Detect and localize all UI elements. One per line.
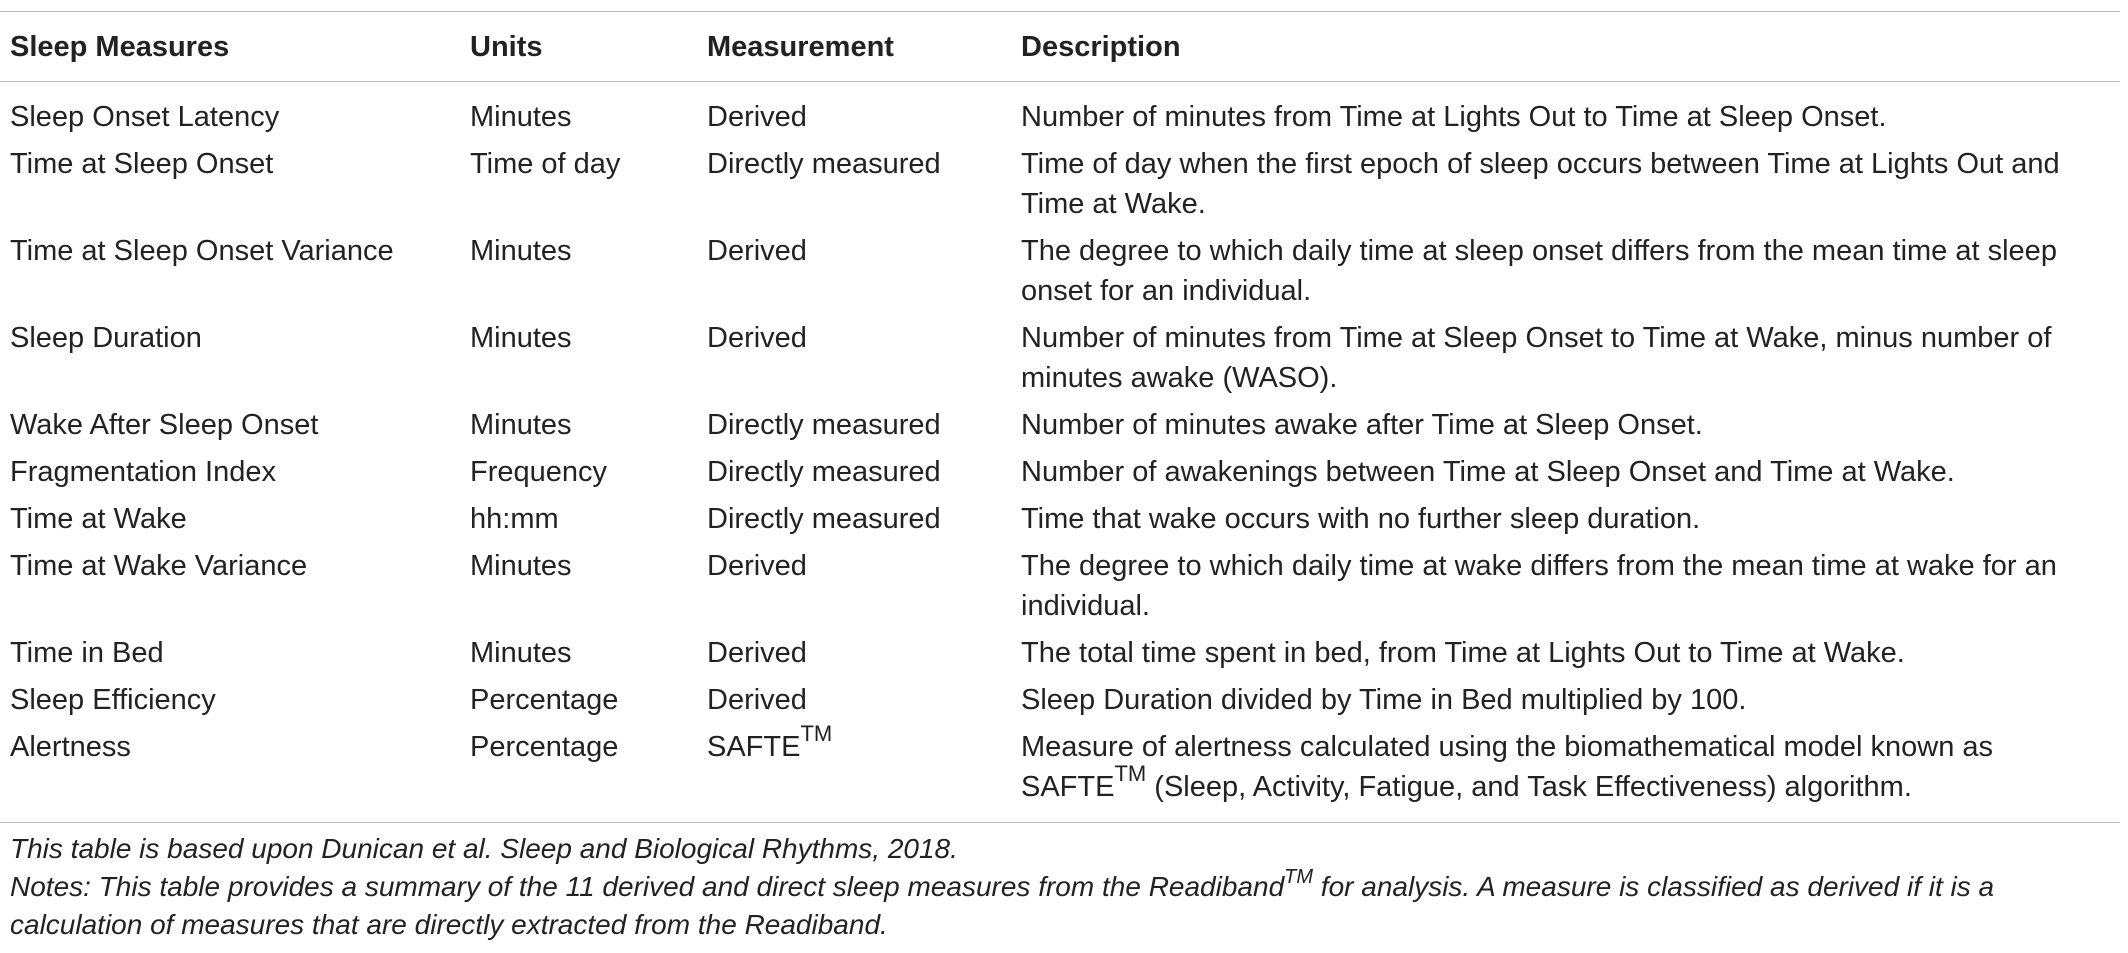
cell-description: Number of minutes from Time at Lights Out to Time at Sleep Onset.: [1021, 101, 1887, 133]
table-footnotes: [10, 830, 2118, 944]
table-row: [0, 231, 2120, 318]
table-row: [0, 405, 2120, 452]
cell-measurement: Directly measured: [707, 409, 941, 441]
table-row: [0, 452, 2120, 499]
description-text: Measure of alertness calculated using the biomathematical model known as SAFTE: [1021, 731, 1994, 803]
cell-measurement: Directly measured: [707, 503, 941, 535]
cell-units: Minutes: [470, 409, 572, 441]
notes-text: Notes: This table provides a summary of the 11 derived and direct sleep measures from the Readiband: [10, 871, 1285, 902]
table-bottom-rule: [0, 822, 2120, 823]
cell-measure: Wake After Sleep Onset: [10, 409, 319, 441]
cell-measurement: Directly measured: [707, 456, 941, 488]
trademark-superscript: TM: [1114, 761, 1147, 787]
cell-units: Minutes: [470, 637, 572, 669]
cell-measure: Sleep Onset Latency: [10, 101, 280, 133]
cell-description: The degree to which daily time at sleep onset differs from the mean time at sleep onset for an individual.: [1021, 235, 2057, 307]
description-tail-text: (Sleep, Activity, Fatigue, and Task Effectiveness) algorithm.: [1146, 771, 1912, 803]
cell-description: The degree to which daily time at wake differs from the mean time at wake for an individual.: [1021, 550, 2057, 622]
cell-measure: Time in Bed: [10, 637, 164, 669]
cell-measurement: Directly measured: [707, 148, 941, 180]
trademark-superscript: TM: [800, 721, 833, 747]
table-top-rule: [0, 11, 2120, 12]
column-header-sleep-measures: Sleep Measures: [10, 31, 230, 63]
cell-units: Minutes: [470, 235, 572, 267]
cell-measure: Fragmentation Index: [10, 456, 276, 488]
table-header-row: [0, 15, 2120, 77]
cell-measurement: Derived: [707, 101, 807, 133]
footnote-notes: [10, 865, 2118, 944]
table-row: [0, 499, 2120, 546]
table-row: [0, 144, 2120, 231]
cell-measure: Sleep Duration: [10, 322, 202, 354]
cell-description: The total time spent in bed, from Time at Lights Out to Time at Wake.: [1021, 637, 1905, 669]
column-header-measurement: Measurement: [707, 31, 894, 63]
cell-description: Sleep Duration divided by Time in Bed multiplied by 100.: [1021, 684, 1747, 716]
cell-measure: Time at Sleep Onset Variance: [10, 235, 394, 267]
cell-description: Number of minutes from Time at Sleep Onset to Time at Wake, minus number of minutes awake (WASO).: [1021, 322, 2052, 394]
cell-units: Percentage: [470, 731, 619, 763]
cell-measurement: Derived: [707, 637, 807, 669]
cell-description: Number of minutes awake after Time at Sleep Onset.: [1021, 409, 1703, 441]
trademark-superscript: TM: [1284, 865, 1314, 888]
sleep-measures-table: [0, 15, 2120, 814]
table-row: [0, 680, 2120, 727]
cell-description: [1021, 727, 2120, 814]
cell-measure: Alertness: [10, 731, 131, 763]
table-row: [0, 546, 2120, 633]
cell-measure: Time at Wake: [10, 503, 187, 535]
cell-units: Time of day: [470, 148, 621, 180]
table-row: [0, 77, 2120, 144]
cell-units: Percentage: [470, 684, 619, 716]
column-header-units: Units: [470, 31, 543, 63]
table-row: [0, 727, 2120, 814]
cell-measurement: Derived: [707, 322, 807, 354]
measurement-text: SAFTE: [707, 731, 801, 763]
notes-tail-text: for analysis. A measure is classified as derived if it is a calculation of measures that are directly extracted from the Readiband.: [10, 871, 1995, 940]
footnote-source: This table is based upon Dunican et al. Sleep and Biological Rhythms, 2018.: [10, 833, 958, 864]
cell-measure: Time at Wake Variance: [10, 550, 308, 582]
table-row: [0, 318, 2120, 405]
cell-units: Minutes: [470, 101, 572, 133]
cell-measurement: Derived: [707, 550, 807, 582]
cell-units: Frequency: [470, 456, 608, 488]
cell-measurement: Derived: [707, 684, 807, 716]
cell-description: Time of day when the first epoch of sleep occurs between Time at Lights Out and Time at Wake.: [1021, 148, 2060, 220]
cell-units: hh:mm: [470, 503, 559, 535]
cell-measure: Sleep Efficiency: [10, 684, 216, 716]
cell-measurement: [707, 721, 1021, 814]
table-row: [0, 633, 2120, 680]
cell-units: Minutes: [470, 550, 572, 582]
cell-measure: Time at Sleep Onset: [10, 148, 274, 180]
cell-description: Number of awakenings between Time at Sleep Onset and Time at Wake.: [1021, 456, 1955, 488]
column-header-description: Description: [1021, 31, 1181, 63]
cell-measurement: Derived: [707, 235, 807, 267]
cell-units: Minutes: [470, 322, 572, 354]
cell-description: Time that wake occurs with no further sleep duration.: [1021, 503, 1701, 535]
